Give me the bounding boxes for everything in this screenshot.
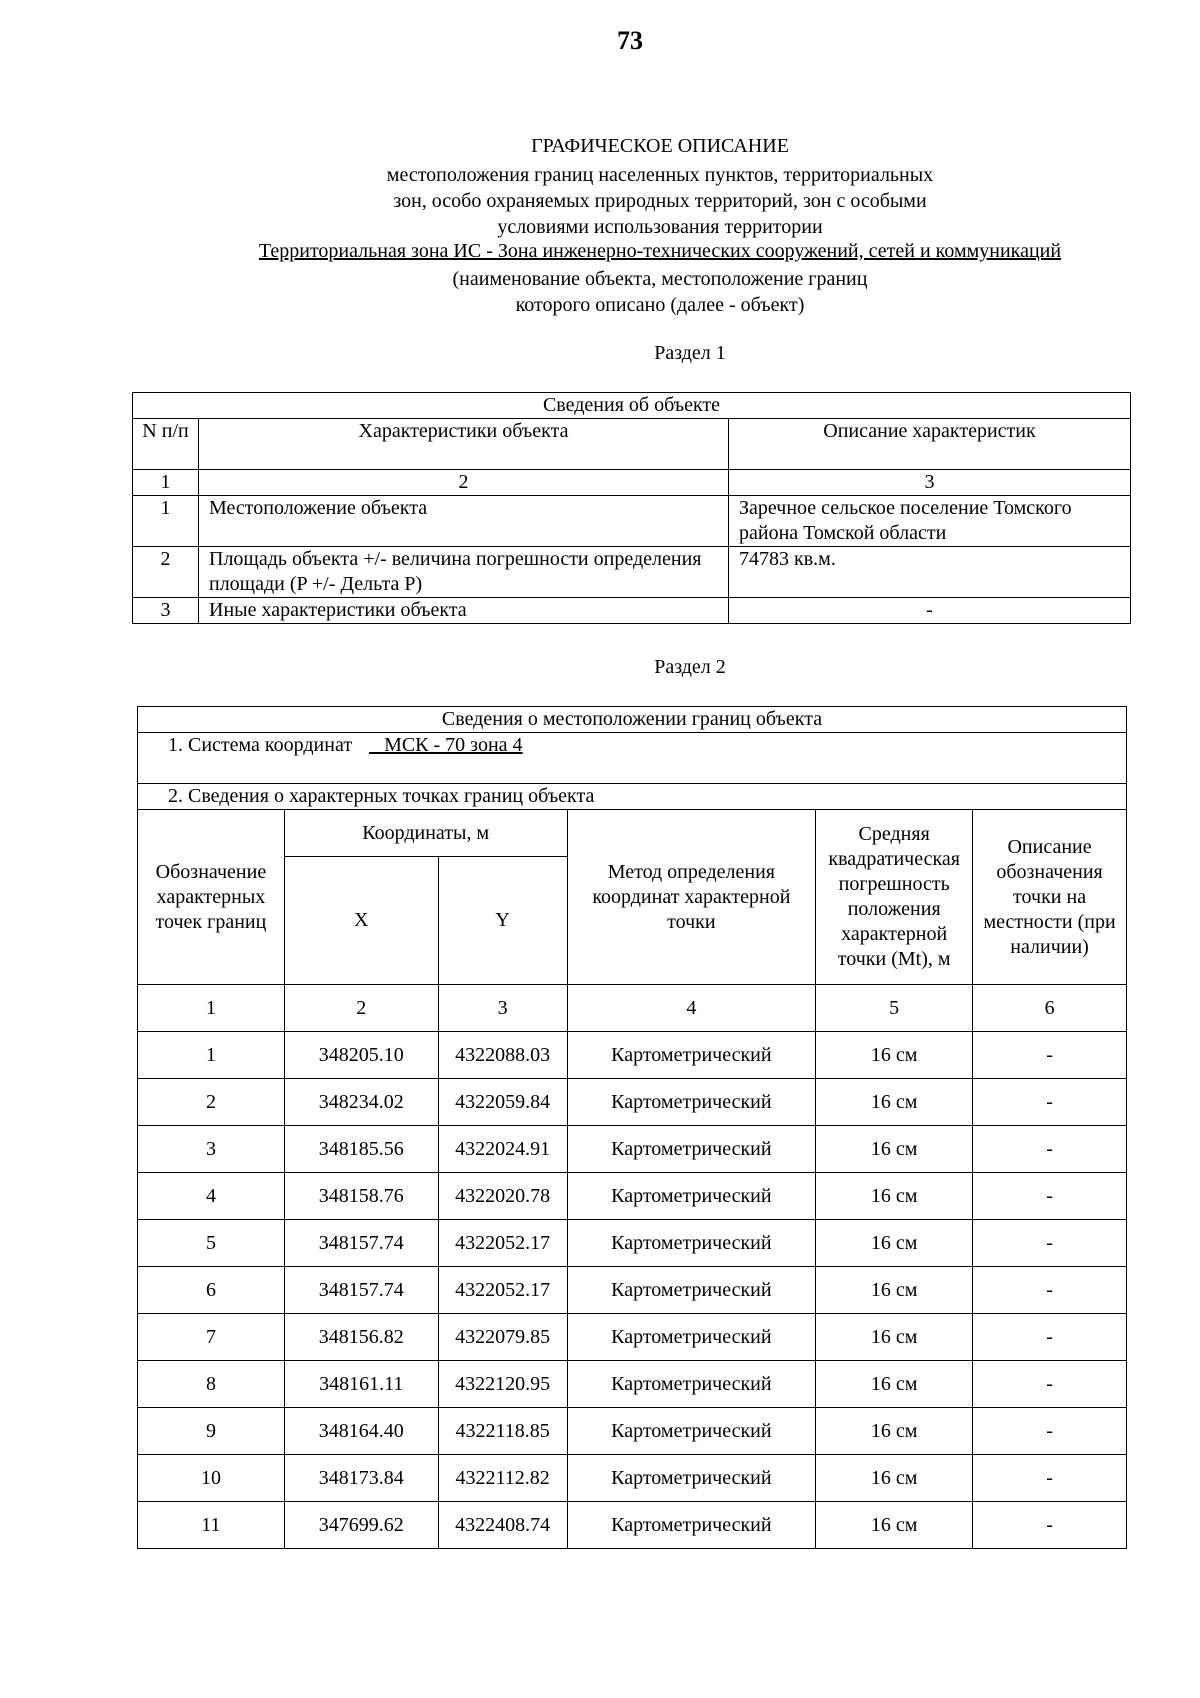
point-y: 4322120.95 (438, 1361, 567, 1408)
header-designation: Обозначение характерных точек границ (138, 810, 285, 985)
table-row (133, 598, 1131, 624)
point-id: 7 (138, 1314, 285, 1361)
table-row (138, 1502, 1127, 1549)
point-id: 8 (138, 1361, 285, 1408)
point-method: Картометрический (567, 1408, 816, 1455)
col-number: 1 (138, 985, 285, 1032)
point-method: Картометрический (567, 1220, 816, 1267)
point-method: Картометрический (567, 1267, 816, 1314)
note-line: которого описано (далее - объект) (515, 294, 805, 316)
col-number: 2 (199, 470, 729, 496)
point-y: 4322052.17 (438, 1220, 567, 1267)
zone-name: Территориальная зона ИС - Зона инженерно-технических сооружений, сетей и коммуникаций (258, 240, 1062, 262)
description-line: условиями использования территории (497, 216, 823, 238)
point-description: - (973, 1032, 1127, 1079)
object-info-table (132, 392, 1131, 624)
table-row (138, 1361, 1127, 1408)
header-error: Средняя квадратическая погрешность положения характерной точки (Mt), м (816, 810, 973, 985)
point-x: 348173.84 (284, 1455, 438, 1502)
point-y: 4322112.82 (438, 1455, 567, 1502)
point-method: Картометрический (567, 1173, 816, 1220)
description-line: местоположения границ населенных пунктов, территориальных (386, 164, 934, 186)
col-number: 4 (567, 985, 816, 1032)
row-number: 3 (133, 598, 199, 624)
row-value: Заречное сельское поселение Томского района Томской области (729, 496, 1131, 547)
table-title-row (133, 393, 1131, 419)
point-x: 348185.56 (284, 1126, 438, 1173)
point-description: - (973, 1267, 1127, 1314)
point-y: 4322079.85 (438, 1314, 567, 1361)
row-characteristic: Иные характеристики объекта (199, 598, 729, 624)
point-method: Картометрический (567, 1079, 816, 1126)
table-row (138, 1267, 1127, 1314)
document-title: ГРАФИЧЕСКОЕ ОПИСАНИЕ (531, 135, 789, 157)
table-row (138, 1126, 1127, 1173)
point-error: 16 см (816, 1267, 973, 1314)
row-value: - (729, 598, 1131, 624)
header-y: Y (438, 857, 567, 985)
row-characteristic: Площадь объекта +/- величина погрешности определения площади (P +/- Дельта P) (199, 547, 729, 598)
point-error: 16 см (816, 1126, 973, 1173)
header-method: Метод определения координат характерной точки (567, 810, 816, 985)
coord-system-cell (138, 733, 1127, 784)
row-number: 1 (133, 496, 199, 547)
col-number: 2 (284, 985, 438, 1032)
point-description: - (973, 1126, 1127, 1173)
points-title-row (138, 784, 1127, 810)
point-x: 347699.62 (284, 1502, 438, 1549)
table-title: Сведения об объекте (133, 393, 1131, 419)
object-note (100, 266, 1200, 318)
point-id: 11 (138, 1502, 285, 1549)
point-method: Картометрический (567, 1032, 816, 1079)
table-row (138, 1455, 1127, 1502)
point-id: 2 (138, 1079, 285, 1126)
point-id: 5 (138, 1220, 285, 1267)
header-description: Описание обозначения точки на местности (при наличии) (973, 810, 1127, 985)
coord-system-value (369, 733, 694, 758)
point-error: 16 см (816, 1361, 973, 1408)
row-characteristic: Местоположение объекта (199, 496, 729, 547)
point-error: 16 см (816, 1314, 973, 1361)
point-y: 4322059.84 (438, 1079, 567, 1126)
point-error: 16 см (816, 1173, 973, 1220)
point-method: Картометрический (567, 1314, 816, 1361)
section-1-label: Раздел 1 (654, 342, 726, 364)
table-title-row (138, 707, 1127, 733)
col-number-row (138, 985, 1127, 1032)
col-number: 1 (133, 470, 199, 496)
table-row (138, 1408, 1127, 1455)
point-description: - (973, 1408, 1127, 1455)
point-id: 4 (138, 1173, 285, 1220)
point-y: 4322408.74 (438, 1502, 567, 1549)
col-number-row (133, 470, 1131, 496)
table-row (138, 1032, 1127, 1079)
header-row (138, 810, 1127, 857)
description-line: зон, особо охраняемых природных территорий, зон с особыми (393, 190, 927, 212)
point-method: Картометрический (567, 1126, 816, 1173)
point-error: 16 см (816, 1032, 973, 1079)
coord-system-label: 1. Система координат (168, 734, 353, 756)
point-error: 16 см (816, 1455, 973, 1502)
point-description: - (973, 1502, 1127, 1549)
point-id: 1 (138, 1032, 285, 1079)
point-y: 4322052.17 (438, 1267, 567, 1314)
point-x: 348205.10 (284, 1032, 438, 1079)
point-method: Картометрический (567, 1361, 816, 1408)
col-header-characteristics: Характеристики объекта (199, 419, 729, 470)
point-method: Картометрический (567, 1455, 816, 1502)
col-header-number: N п/п (133, 419, 199, 470)
table-row (133, 496, 1131, 547)
point-y: 4322118.85 (438, 1408, 567, 1455)
point-y: 4322024.91 (438, 1126, 567, 1173)
point-x: 348164.40 (284, 1408, 438, 1455)
coord-system-value-text: МСК - 70 зона 4 (384, 734, 523, 756)
coord-system-row (138, 733, 1127, 784)
point-error: 16 см (816, 1079, 973, 1126)
point-x: 348156.82 (284, 1314, 438, 1361)
table-row (133, 547, 1131, 598)
col-number: 3 (438, 985, 567, 1032)
point-description: - (973, 1361, 1127, 1408)
boundary-points-table (137, 706, 1127, 1549)
row-value: 74783 кв.м. (729, 547, 1131, 598)
point-x: 348234.02 (284, 1079, 438, 1126)
point-id: 6 (138, 1267, 285, 1314)
table-row (138, 1220, 1127, 1267)
note-line: (наименование объекта, местоположение границ (452, 268, 868, 290)
table-row (138, 1173, 1127, 1220)
header-coordinates: Координаты, м (284, 810, 567, 857)
point-x: 348157.74 (284, 1267, 438, 1314)
point-x: 348157.74 (284, 1220, 438, 1267)
point-id: 9 (138, 1408, 285, 1455)
point-error: 16 см (816, 1408, 973, 1455)
table-row (138, 1079, 1127, 1126)
point-x: 348161.11 (284, 1361, 438, 1408)
point-y: 4322088.03 (438, 1032, 567, 1079)
table-title: Сведения о местоположении границ объекта (138, 707, 1127, 733)
header-row (133, 419, 1131, 470)
point-y: 4322020.78 (438, 1173, 567, 1220)
point-description: - (973, 1314, 1127, 1361)
col-number: 3 (729, 470, 1131, 496)
header-x: X (284, 857, 438, 985)
point-description: - (973, 1220, 1127, 1267)
point-error: 16 см (816, 1220, 973, 1267)
col-number: 5 (816, 985, 973, 1032)
point-description: - (973, 1079, 1127, 1126)
table-row (138, 1314, 1127, 1361)
point-error: 16 см (816, 1502, 973, 1549)
point-id: 10 (138, 1455, 285, 1502)
points-title: 2. Сведения о характерных точках границ объекта (138, 784, 1127, 810)
point-description: - (973, 1455, 1127, 1502)
col-header-description: Описание характеристик (729, 419, 1131, 470)
page-number: 73 (617, 26, 643, 55)
point-description: - (973, 1173, 1127, 1220)
col-number: 6 (973, 985, 1127, 1032)
point-id: 3 (138, 1126, 285, 1173)
point-x: 348158.76 (284, 1173, 438, 1220)
section-2-label: Раздел 2 (654, 656, 726, 678)
point-method: Картометрический (567, 1502, 816, 1549)
row-number: 2 (133, 547, 199, 598)
document-description (100, 162, 1200, 240)
